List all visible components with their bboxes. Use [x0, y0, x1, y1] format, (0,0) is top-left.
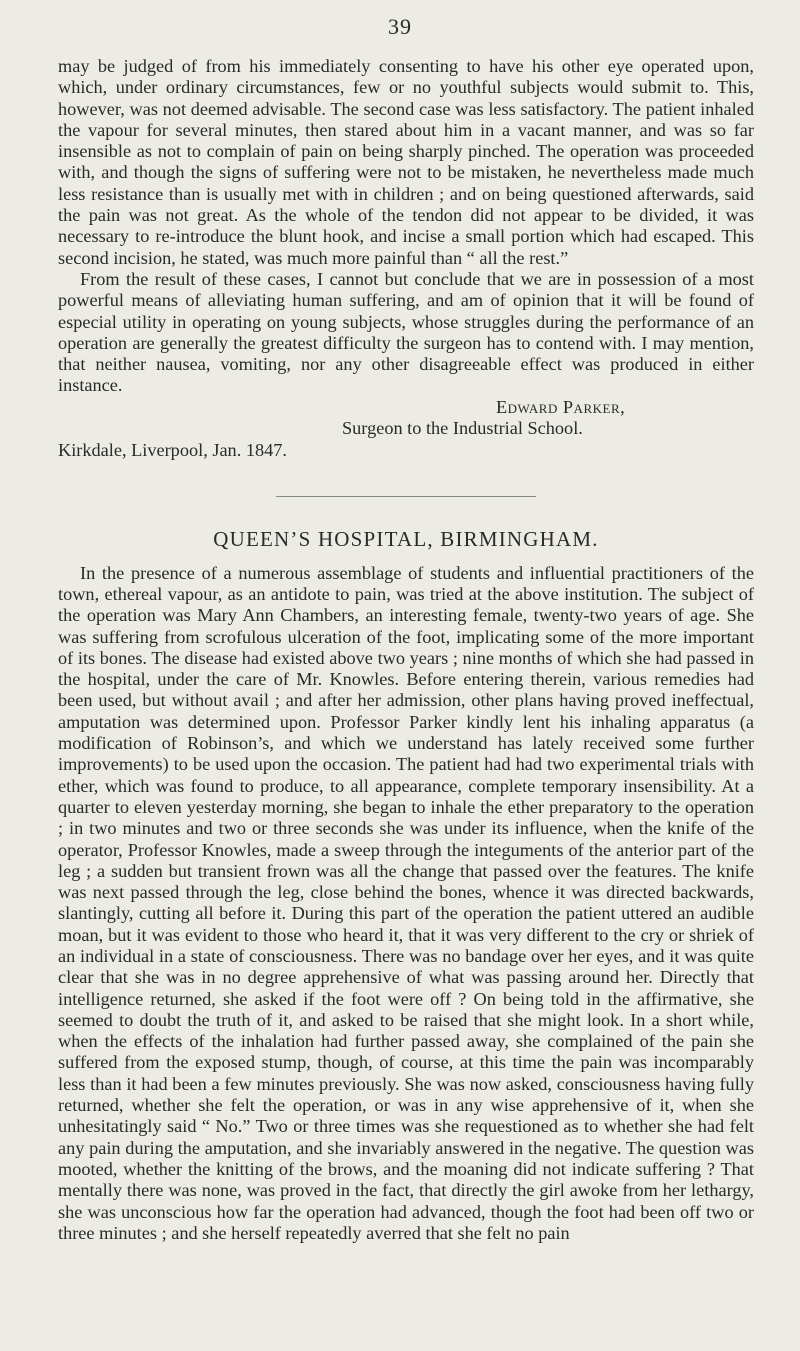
report-heading: QUEEN’S HOSPITAL, BIRMINGHAM.	[213, 526, 599, 551]
dateline: Kirkdale, Liverpool, Jan. 1847.	[58, 440, 287, 461]
signature-name: Edward Parker,	[496, 396, 626, 417]
letter-paragraph-1: may be judged of from his immediately consenting to have his other eye operated upon, which, under ordinary circumstances, few or no youthful subjects would submit to. This, however, was not deemed advisable. The second case was less satisfactory. The patient inhaled the vapour for several minutes, then stared about him in a vacant manner, and was so far insensible as not to complain of pain on being sharply pinched. The operation was proceeded with, and though the signs of suffering were not to be mistaken, he nevertheless made much less resistance than is usually met with in children ; and on being questioned afterwards, said the pain was not great. As the whole of the tendon did not appear to be divided, it was necessary to re-introduce the blunt hook, and incise a small portion which had escaped. This second incision, he stated, was much more painful than “ all the rest.”	[58, 56, 754, 268]
section-divider	[276, 496, 536, 497]
report-paragraph-1: In the presence of a numerous assemblage of students and influential practitioners of the town, ethereal vapour, as an antidote to pain, was tried at the above institution. The subject of the operation was Mary Ann Chambers, an interesting female, twenty-two years of age. She was suffering from scrofulous ulceration of the foot, implicating some of the more important of its bones. The disease had existed above two years ; nine months of which she had passed in the hospital, under the care of Mr. Knowles. Before entering therein, various remedies had been used, but without avail ; and after her admission, other plans having proved ineffectual, amputation was determined upon. Professor Parker kindly lent his inhaling apparatus (a modification of Robinson’s, and which we understand has lately received some further improvements) to be used upon the occasion. The patient had had two experimental trials with ether, which was found to produce, to all appearance, complete temporary insensibility. At a quarter to eleven yesterday morning, she began to inhale the ether preparatory to the operation ; in two minutes and two or three seconds she was under its influence, when the knife of the operator, Professor Knowles, made a sweep through the integuments of the anterior part of the leg ; a sudden but transient frown was all the change that passed over the features. The knife was next passed through the leg, close behind the bones, whence it was directed backwards, slantingly, cutting all before it. During this part of the operation the patient uttered an audible moan, but it was evident to those who heard it, that it was very different to the cry or shriek of an individual in a state of consciousness. There was no bandage over her eyes, and it was quite clear that she was in no degree apprehensive of what was passing around her. Directly that intelligence returned, she asked if the foot were off ? On being told in the affirmative, she seemed to doubt the truth of it, and asked to be raised that she might look. In a short while, when the effects of the inhalation had further passed away, she complained of the pain she suffered from the exposed stump, though, of course, at this time the pain was incomparably less than it had been a few minutes previously. She was now asked, consciousness having fully returned, whether she felt the operation, or was in any wise apprehensive of it, when she unhesitatingly said “ No.” Two or three times was she requestioned as to whether she had felt any pain during the amputation, and she invariably answered in the negative. The question was mooted, whether the knitting of the brows, and the moaning did not indicate suffering ? That mentally there was none, was proved in the fact, that directly the girl awoke from her lethargy, she was unconscious how far the operation had advanced, though the foot had been off two or three minutes ; and she herself repeatedly averred that she felt no pain	[58, 562, 754, 1243]
letter-section	[58, 56, 754, 462]
signature-title: Surgeon to the Industrial School.	[342, 418, 583, 439]
report-section	[58, 527, 754, 1245]
letter-paragraph-2: From the result of these cases, I cannot but conclude that we are in possession of a most powerful means of alleviating human suffering, and am of opinion that it will be found of especial utility in operating on young subjects, whose struggles during the performance of an operation are generally the greatest difficulty the surgeon has to contend with. I may mention, that neither nausea, vomiting, nor any other disagreeable effect was produced in either instance.	[58, 268, 754, 396]
page-number: 39	[388, 14, 412, 39]
